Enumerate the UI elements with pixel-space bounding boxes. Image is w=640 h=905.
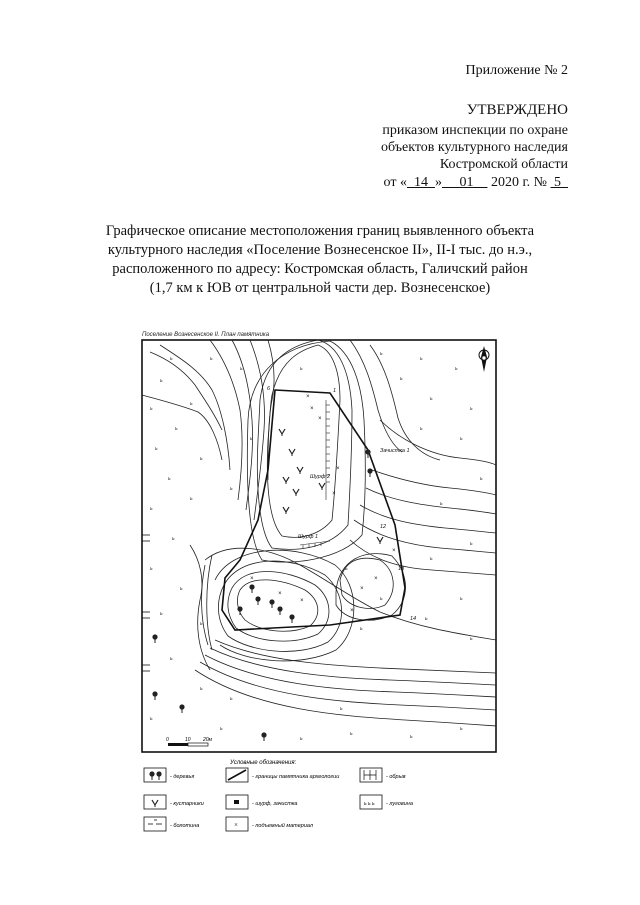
svg-text:ь: ь — [425, 616, 428, 622]
svg-text:ь: ь — [410, 734, 413, 740]
tree-symbols — [152, 449, 372, 741]
svg-text:ь: ь — [350, 731, 353, 737]
svg-text:ь: ь — [300, 736, 303, 742]
point-label-14: 14 — [410, 616, 417, 622]
svg-text:ь: ь — [420, 426, 423, 432]
date-month: 01 — [459, 175, 474, 190]
svg-text:ь: ь — [190, 496, 193, 502]
svg-text:ь: ь — [150, 506, 153, 512]
legend-meadow: - луговина — [386, 801, 413, 807]
meadow-marks — [150, 351, 483, 742]
approval-line-2: объектов культурного наследия — [380, 140, 568, 155]
date-day-suffix: » — [434, 175, 442, 190]
svg-text:ь: ь — [240, 366, 243, 372]
svg-text:ь: ь — [150, 716, 153, 722]
svg-text:ь: ь — [220, 726, 223, 732]
svg-text:ь: ь — [160, 611, 163, 617]
svg-text:ь: ь — [460, 436, 463, 442]
appendix-label: Приложение № 2 — [465, 63, 568, 78]
date-day: 14 — [413, 175, 428, 190]
legend-title: Условные обозначения: — [230, 760, 297, 766]
svg-text:ь: ь — [190, 401, 193, 407]
svg-text:ь: ь — [360, 626, 363, 632]
map-frame — [142, 340, 496, 752]
svg-text:ь: ь — [455, 366, 458, 372]
svg-text:×: × — [332, 491, 336, 497]
svg-text:×: × — [350, 608, 354, 614]
svg-text:ь: ь — [480, 476, 483, 482]
point-label-13: 13 — [398, 566, 405, 572]
approval-heading: УТВЕРЖДЕНО — [466, 102, 568, 118]
svg-text:ь ь ь: ь ь ь — [364, 801, 375, 807]
legend-lifted: - подъемный материал — [252, 823, 314, 829]
contour-lines — [142, 340, 496, 726]
svg-text:×: × — [306, 394, 310, 400]
legend-trees: - деревья — [170, 774, 195, 780]
svg-text:ь: ь — [380, 596, 383, 602]
svg-text:×: × — [336, 466, 340, 472]
svg-text:ь: ь — [200, 621, 203, 627]
svg-text:×: × — [278, 591, 282, 597]
title-line-2: культурного наследия «Поселение Вознесенское II», II-I тыс. до н.э., — [107, 242, 533, 258]
north-arrow-icon — [479, 346, 489, 372]
label-zachistka-1: Зачистка 1 — [380, 448, 410, 454]
svg-text:ь: ь — [150, 566, 153, 572]
svg-text:ь: ь — [400, 376, 403, 382]
map-legend — [144, 760, 413, 831]
svg-text:×: × — [318, 416, 322, 422]
legend-swamp: - болотина — [170, 823, 200, 829]
svg-text:ь: ь — [345, 566, 348, 572]
svg-text:0: 0 — [166, 737, 169, 743]
svg-text:ь: ь — [250, 436, 253, 442]
svg-text:×: × — [360, 586, 364, 592]
legend-bushes: - кустарники — [170, 801, 204, 807]
svg-text:ь: ь — [150, 406, 153, 412]
svg-text:ь: ь — [170, 356, 173, 362]
svg-text:ь: ь — [160, 378, 163, 384]
svg-text:ь: ь — [470, 406, 473, 412]
svg-text:ь: ь — [210, 356, 213, 362]
svg-text:×: × — [392, 548, 396, 554]
map-caption: Поселение Вознесенское II. План памятника — [142, 332, 270, 338]
svg-text:ь: ь — [230, 696, 233, 702]
svg-text:ь: ь — [430, 556, 433, 562]
svg-text:ь: ь — [180, 586, 183, 592]
date-prefix: от « — [383, 175, 407, 190]
swamp-markers — [142, 535, 150, 671]
label-shurf-1: Шурф 1 — [298, 534, 319, 540]
svg-text:ь: ь — [172, 536, 175, 542]
svg-text:ь: ь — [420, 356, 423, 362]
svg-text:×: × — [374, 576, 378, 582]
order-number: 5 — [554, 175, 561, 190]
svg-text:×: × — [234, 821, 238, 829]
svg-text:ь: ь — [170, 656, 173, 662]
legend-boundary: - границы памятника археологии — [252, 774, 340, 780]
svg-text:×: × — [250, 576, 254, 582]
title-line-3: расположенного по адресу: Костромская область, Галичский район — [112, 261, 528, 277]
point-label-1: 1 — [333, 388, 337, 394]
svg-text:ь: ь — [460, 726, 463, 732]
svg-text:ь: ь — [300, 366, 303, 372]
legend-shurf: - шурф, зачистка — [252, 801, 298, 807]
bush-symbols — [279, 429, 383, 544]
svg-text:ь: ь — [440, 501, 443, 507]
svg-text:ь: ь — [230, 486, 233, 492]
date-year: 2020 г. № — [490, 175, 547, 190]
svg-text:ь: ь — [430, 396, 433, 402]
approval-line-1: приказом инспекции по охране — [382, 123, 568, 138]
svg-text:×: × — [310, 406, 314, 412]
svg-text:ь: ь — [155, 446, 158, 452]
svg-text:ь: ь — [200, 456, 203, 462]
svg-text:20м: 20м — [203, 737, 212, 743]
svg-text:10: 10 — [185, 737, 191, 743]
svg-text:ь: ь — [380, 351, 383, 357]
title-line-4: (1,7 км к ЮВ от центральной части дер. Вознесенское) — [149, 280, 491, 296]
svg-text:×: × — [300, 598, 304, 604]
svg-text:ь: ь — [175, 426, 178, 432]
legend-cliff: - обрыв — [386, 774, 406, 780]
svg-text:ь: ь — [200, 686, 203, 692]
svg-text:ь: ь — [168, 476, 171, 482]
scale-bar — [166, 737, 213, 746]
label-shurf-2: Шурф 2 — [310, 474, 331, 480]
svg-text:ь: ь — [470, 541, 473, 547]
svg-text:ь: ь — [460, 596, 463, 602]
approval-line-3: Костромской области — [439, 157, 568, 172]
point-label-6: 6 — [267, 386, 271, 392]
svg-text:ь: ь — [470, 636, 473, 642]
svg-text:ь: ь — [340, 706, 343, 712]
point-label-12: 12 — [380, 524, 387, 530]
title-line-1: Графическое описание местоположения границ выявленного объекта — [105, 223, 535, 239]
